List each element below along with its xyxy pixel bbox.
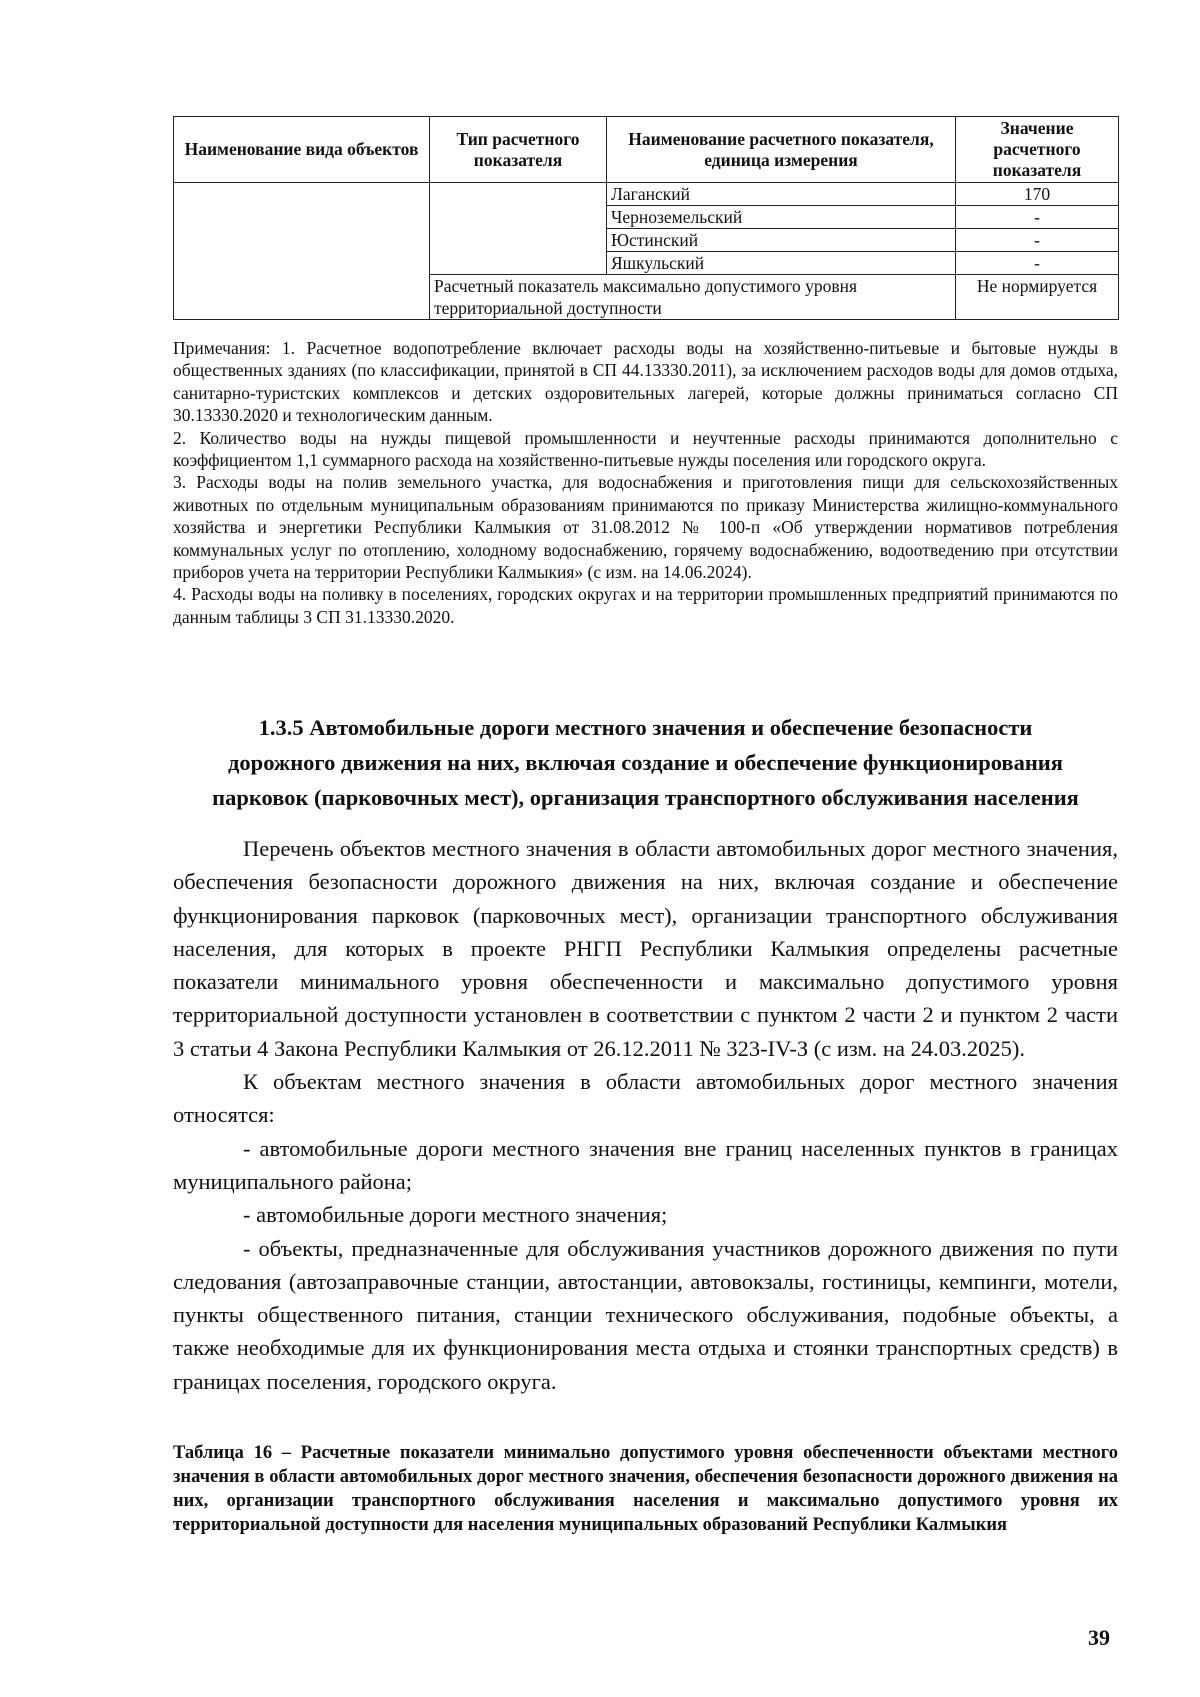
note-4: 4. Расходы воды на поливку в поселениях, городских округах и на территории промышленных предприятий принимаются по данным таблицы 3 СП 31.13330.2020.: [173, 584, 1118, 627]
district-name: Юстинский: [607, 229, 956, 252]
list-item: - объекты, предназначенные для обслуживания участников дорожного движения по пути следования (автозаправочные станции, автостанции, автовокзалы, гостиницы, кемпинги, мотели, пункты общественного питания, станции технического обслуживания, подобные объекты, а также необходимые для их функционирования места отдыха и стоянки транспортных средств) в границах поселения, городского округа.: [173, 1235, 1118, 1394]
district-value: -: [956, 229, 1119, 252]
header-indicator-value: Значение расчетного показателя: [956, 117, 1119, 183]
district-name: Черноземельский: [607, 206, 956, 229]
max-access-indicator-value: Не нормируется: [956, 275, 1119, 320]
paragraph: Перечень объектов местного значения в области автомобильных дорог местного значения, обеспечения безопасности дорожного движения на них, включая создание и обеспечение функционирования парковок (парковочных мест), организации транспортного обслуживания населения, для которых в проекте РНГП Республики Калмыкия определены расчетные показатели минимального уровня обеспеченности и максимально допустимого уровня территориальной доступности установлен в соответствии с пунктом 2 части 2 и пунктом 2 части 3 статьи 4 Закона Республики Калмыкия от 26.12.2011 № 323-IV-З (с изм. на 24.03.2025).: [173, 836, 1118, 1061]
section-heading: [173, 710, 1118, 815]
note-3: 3. Расходы воды на полив земельного участка, для водоснабжения и приготовления пищи для сельскохозяйственных животных по отдельным муниципальным образованиям принимаются по приказу Министерства жилищно-коммунального хозяйства и энергетики Республики Калмыкия от 31.08.2012 № 100-п «Об утверждении нормативов потребления коммунальных услуг по отоплению, холодному водоснабжению, горячему водоснабжению, водоотведению при отсутствии приборов учета на территории Республики Калмыкия» (с изм. на 14.06.2024).: [173, 472, 1118, 583]
indicator-type-cell: [430, 183, 607, 275]
object-type-cell: [174, 183, 430, 320]
note-2: 2. Количество воды на нужды пищевой промышленности и неучтенные расходы принимаются дополнительно с коэффициентом 1,1 суммарного расхода на хозяйственно-питьевые нужды поселения или городского округа.: [173, 427, 1118, 471]
district-value: -: [956, 252, 1119, 275]
header-indicator-type: Тип расчетного показателя: [430, 117, 607, 183]
district-name: Лаганский: [607, 183, 956, 206]
section-heading-line: 1.3.5 Автомобильные дороги местного значения и обеспечение безопасности: [258, 715, 1033, 740]
body-text: [173, 832, 1118, 1398]
table-notes: [173, 337, 1118, 628]
max-access-indicator-name: Расчетный показатель максимально допустимого уровня территориальной доступности: [430, 275, 956, 320]
list-item: - автомобильные дороги местного значения;: [243, 1202, 668, 1228]
paragraph: К объектам местного значения в области автомобильных дорог местного значения относятся:: [173, 1069, 1118, 1128]
list-item: - автомобильные дороги местного значения вне границ населенных пунктов в границах муниципального района;: [173, 1135, 1118, 1194]
table-row: [174, 183, 1119, 206]
page-number: 39: [1088, 1625, 1110, 1650]
district-value: 170: [956, 183, 1119, 206]
table-header-row: [174, 117, 1119, 183]
norms-table: [173, 116, 1119, 320]
section-heading-line: парковок (парковочных мест), организация транспортного обслуживания населения: [212, 785, 1079, 810]
note-1: Примечания: 1. Расчетное водопотребление включает расходы воды на хозяйственно-питьевые и бытовые нужды в общественных зданиях (по классификации, принятой в СП 44.13330.2011), за исключением расходов воды для домов отдыха, санитарно-туристских комплексов и детских оздоровительных лагерей, которые должны приниматься согласно СП 30.13330.2020 и технологическим данным.: [173, 338, 1118, 426]
header-indicator-name: Наименование расчетного показателя, единица измерения: [607, 117, 956, 183]
header-object-type: Наименование вида объектов: [174, 117, 430, 183]
table-caption: Таблица 16 – Расчетные показатели минимально допустимого уровня обеспеченности объектами местного значения в области автомобильных дорог местного значения, обеспечения безопасности дорожного движения на них, организации транспортного обслуживания населения и максимально допустимого уровня их территориальной доступности для населения муниципальных образований Республики Калмыкия: [173, 1443, 1118, 1535]
district-name: Яшкульский: [607, 252, 956, 275]
section-heading-line: дорожного движения на них, включая создание и обеспечение функционирования: [228, 750, 1063, 775]
district-value: -: [956, 206, 1119, 229]
